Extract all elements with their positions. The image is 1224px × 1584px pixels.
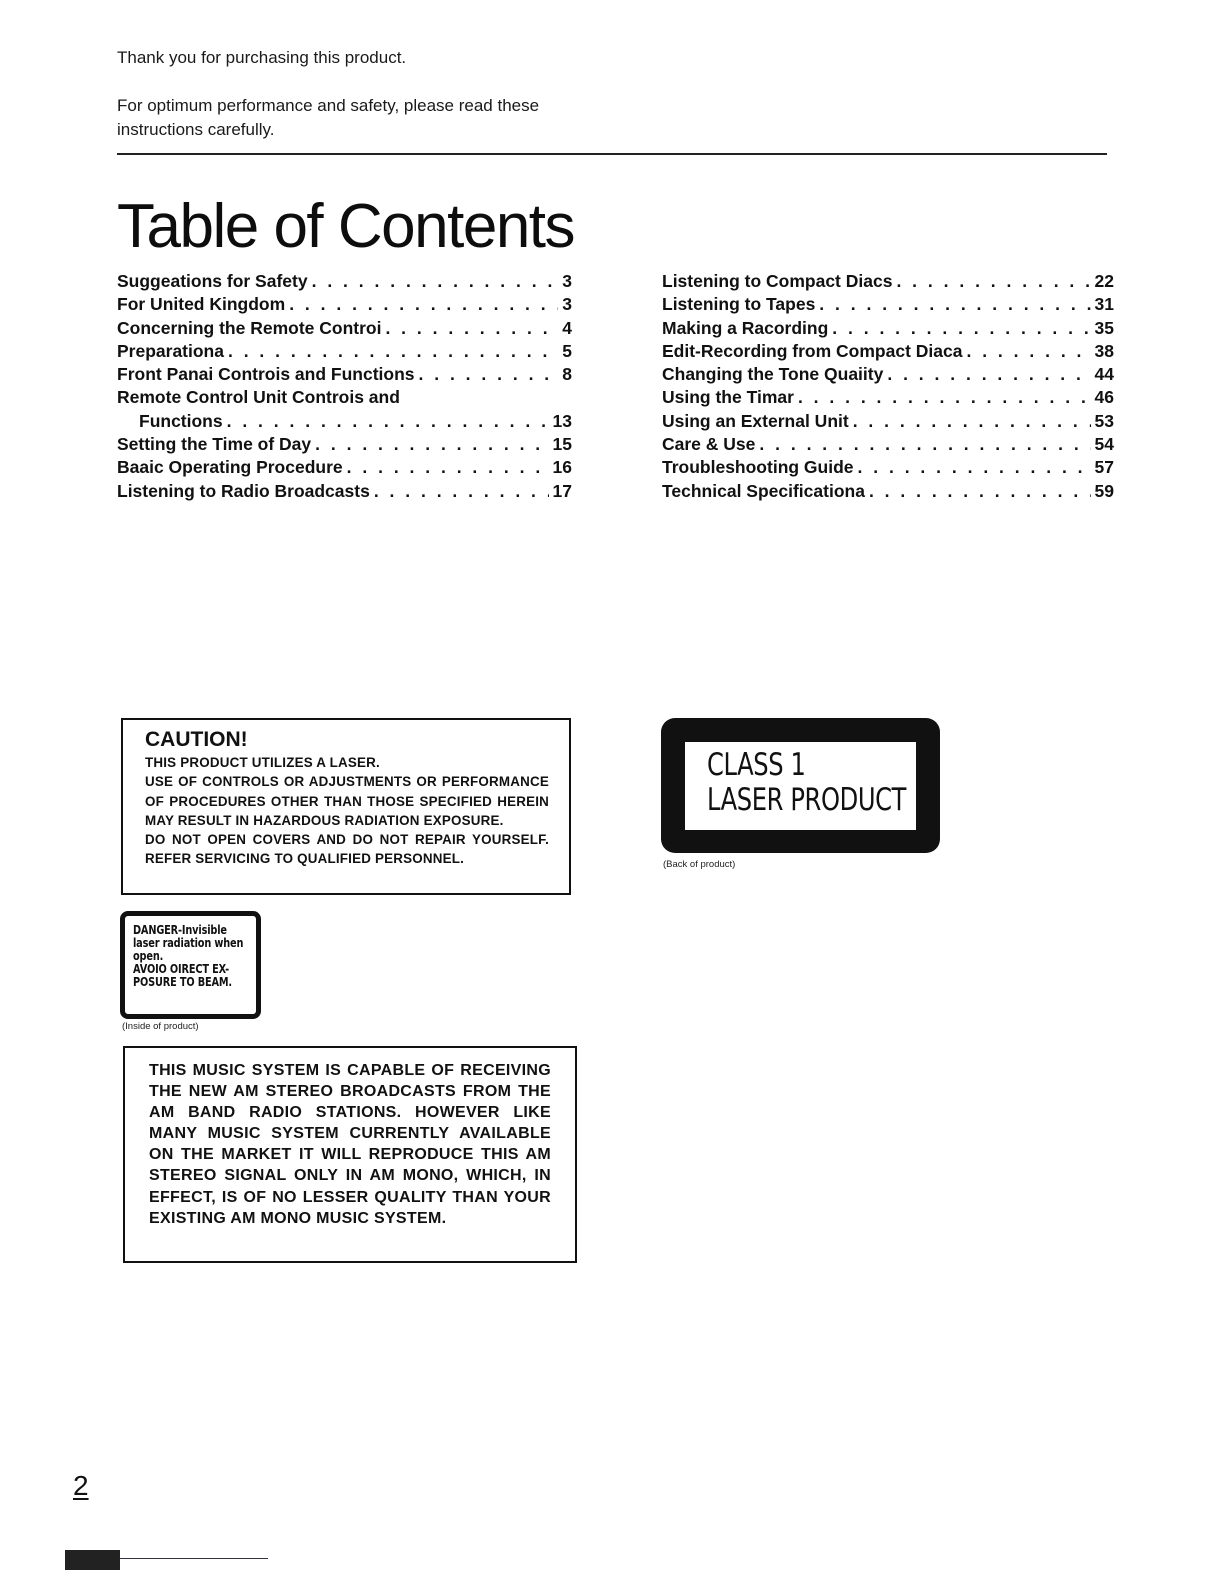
toc-entry-title-line1: Remote Control Unit Controis and <box>117 387 400 408</box>
toc-entry-title: Baaic Operating Procedure <box>117 457 343 478</box>
toc-entry-page: 16 <box>552 457 572 478</box>
toc-leader-dots <box>832 317 1090 340</box>
page-number: 2 <box>73 1470 89 1501</box>
toc-entry-wrapped[interactable] <box>117 386 572 433</box>
toc-leader-dots <box>227 410 549 433</box>
toc-leader-dots <box>312 270 559 293</box>
toc-entry-page: 53 <box>1094 410 1114 431</box>
toc-entry-title: Using an External Unit <box>662 410 849 431</box>
toc-entry-page: 44 <box>1094 364 1114 385</box>
toc-entry-page: 5 <box>562 340 572 361</box>
toc-entry-title: Suggeations for Safety <box>117 271 308 291</box>
toc-entry-title: Concerning the Remote Controi <box>117 317 382 338</box>
toc-entry[interactable] <box>662 293 1114 316</box>
toc-entry-page: 13 <box>552 410 572 431</box>
header-rule <box>117 153 1107 155</box>
toc-entry[interactable] <box>662 363 1114 386</box>
toc-entry-page: 46 <box>1094 387 1114 408</box>
toc-entry[interactable] <box>117 317 572 340</box>
toc-entry[interactable] <box>117 433 572 456</box>
toc-entry[interactable] <box>662 317 1114 340</box>
toc-leader-dots <box>347 456 549 479</box>
laser-label-text <box>707 748 906 818</box>
toc-leader-dots <box>853 410 1091 433</box>
toc-entry-page: 38 <box>1094 340 1114 361</box>
toc-entry-title: Preparationa <box>117 340 224 361</box>
toc-entry-title: Care & Use <box>662 434 756 455</box>
caution-line-covers: DO NOT OPEN COVERS AND DO NOT REPAIR YOURSELF. REFER SERVICING TO QUALIFIED PERSONNEL. <box>145 832 549 867</box>
toc-leader-dots <box>798 386 1091 409</box>
toc-leader-dots <box>289 293 558 316</box>
danger-label-text <box>133 923 254 988</box>
toc-leader-dots <box>966 340 1090 363</box>
am-stereo-notice <box>123 1046 577 1263</box>
scan-artifact <box>65 1550 120 1570</box>
toc-entry-page: 3 <box>562 294 572 315</box>
toc-entry[interactable] <box>117 340 572 363</box>
toc-entry[interactable] <box>117 293 572 316</box>
toc-entry-title: For United Kingdom <box>117 294 286 315</box>
toc-title: Table of Contents <box>117 192 575 261</box>
toc-entry-page: 31 <box>1094 294 1114 315</box>
toc-entry[interactable] <box>117 480 572 503</box>
toc-entry-page: 17 <box>552 480 572 501</box>
toc-entry-title: Using the Timar <box>662 387 794 408</box>
toc-leader-dots <box>819 293 1090 316</box>
toc-entry-title: Listening to Tapes <box>662 294 816 315</box>
danger-line1: DANGER-Invisible <box>133 922 227 937</box>
toc-entry-continuation <box>117 410 572 433</box>
danger-label-caption: (Inside of product) <box>122 1021 199 1032</box>
toc-leader-dots <box>896 270 1090 293</box>
toc-entry-title: Making a Racording <box>662 317 829 338</box>
toc-leader-dots <box>759 433 1090 456</box>
caution-box <box>121 718 571 895</box>
toc-entry-title: Listening to Compact Diacs <box>662 271 893 291</box>
danger-line2: laser radiation when <box>133 935 244 950</box>
toc-entry-title: Front Panai Controis and Functions <box>117 364 415 385</box>
class1-laser-label <box>661 718 940 853</box>
toc-entry-title: Technical Specificationa <box>662 480 865 501</box>
toc-right-column <box>662 270 1114 503</box>
caution-line-controls: USE OF CONTROLS OR ADJUSTMENTS OR PERFORMANCE OF PROCEDURES OTHER THAN THOSE SPECIFIED HEREIN MAY RESULT IN HAZARDOUS RADIATION EXPOSURE. <box>145 774 549 828</box>
laser-label-line1: CLASS 1 <box>707 747 806 783</box>
toc-entry[interactable] <box>117 270 572 293</box>
toc-leader-dots <box>858 456 1091 479</box>
toc-leader-dots <box>228 340 558 363</box>
toc-entry-title-line2: Functions <box>139 410 223 431</box>
toc-entry[interactable] <box>662 386 1114 409</box>
toc-leader-dots <box>887 363 1090 386</box>
caution-line-laser: THIS PRODUCT UTILIZES A LASER. <box>145 755 380 770</box>
toc-leader-dots <box>315 433 548 456</box>
toc-entry-page: 15 <box>552 434 572 455</box>
toc-entry[interactable] <box>662 456 1114 479</box>
laser-label-caption: (Back of product) <box>663 859 736 870</box>
toc-entry-title: Troubleshooting Guide <box>662 457 854 478</box>
toc-entry-page: 54 <box>1094 434 1114 455</box>
intro-instructions: For optimum performance and safety, please read these instructions carefully. <box>117 96 540 139</box>
footer-rule <box>120 1558 268 1559</box>
toc-entry-title: Listening to Radio Broadcasts <box>117 480 370 501</box>
toc-left-column <box>117 270 572 503</box>
toc-entry[interactable] <box>662 270 1114 293</box>
toc-entry-page: 57 <box>1094 457 1114 478</box>
toc-entry[interactable] <box>662 340 1114 363</box>
caution-title: CAUTION! <box>145 728 248 751</box>
toc-entry-page: 35 <box>1094 317 1114 338</box>
toc-entry-title: Changing the Tone Quaiity <box>662 364 884 385</box>
toc-entry-page: 4 <box>562 317 572 338</box>
toc-entry[interactable] <box>662 480 1114 503</box>
am-stereo-notice-text: THIS MUSIC SYSTEM IS CAPABLE OF RECEIVING THE NEW AM STEREO BROADCASTS FROM THE AM BAND RADIO STATIONS. HOWEVER LIKE MANY MUSIC SYSTEM CURRENTLY AVAILABLE ON THE MARKET IT WILL REPRODUCE THIS AM STEREO SIGNAL ONLY IN AM MONO, WHICH, IN EFFECT, IS OF NO LESSER QUALITY THAN YOUR EXISTING AM MONO MUSIC SYSTEM. <box>149 1062 551 1227</box>
toc-entry[interactable] <box>117 363 572 386</box>
laser-label-panel <box>685 742 916 830</box>
toc-entry-page: 22 <box>1094 271 1114 291</box>
toc-leader-dots <box>869 480 1091 503</box>
toc-leader-dots <box>385 317 558 340</box>
toc-entry-page: 59 <box>1094 480 1114 501</box>
danger-line4: AVOIO OIRECT EX- <box>133 961 230 976</box>
laser-label-line2: LASER PRODUCT <box>707 782 906 818</box>
danger-line5: POSURE TO BEAM. <box>133 974 232 989</box>
intro-thanks: Thank you for purchasing this product. <box>117 48 407 67</box>
toc-leader-dots <box>419 363 559 386</box>
danger-label <box>120 911 261 1019</box>
toc-entry-page: 3 <box>562 271 572 291</box>
toc-entry-title: Setting the Time of Day <box>117 434 312 455</box>
toc-entry[interactable] <box>662 410 1114 433</box>
toc-entry[interactable] <box>117 456 572 479</box>
toc-entry-page: 8 <box>562 364 572 385</box>
toc-entry-title: Edit-Recording from Compact Diaca <box>662 340 963 361</box>
toc-entry[interactable] <box>662 433 1114 456</box>
danger-line3: open. <box>133 948 164 963</box>
toc-leader-dots <box>374 480 549 503</box>
